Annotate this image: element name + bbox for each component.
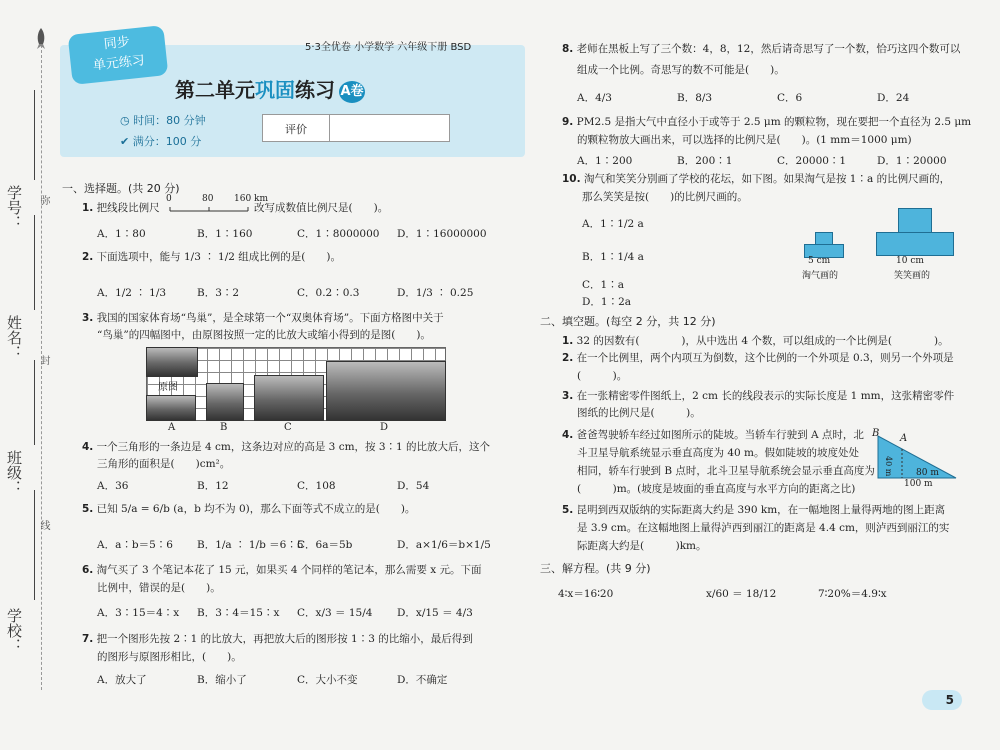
f4-line-1: 爸爸驾驶轿车经过如图所示的陡坡。当轿车行驶到 A 点时，北	[576, 429, 864, 441]
f3-line-1: 在一张精密零件图纸上，2 cm 长的线段表示的实际长度是 1 mm，这张精密零件	[576, 390, 955, 402]
time-text: 时间：80 分钟	[133, 114, 206, 127]
blank-school	[34, 490, 35, 600]
eval-label: 评价	[285, 123, 307, 136]
f5-line-2: 是 3.9 cm。在这幅地图上量得泸西到丽江的距离是 4.4 cm，则泸西到丽江的实	[577, 522, 950, 534]
q9-option-a[interactable]: A．1∶200	[577, 155, 633, 167]
q7-option-c[interactable]: C．大小不变	[297, 674, 358, 686]
fill-5	[562, 503, 945, 517]
q2-option-c[interactable]: C．0.2∶0.3	[297, 287, 360, 299]
clock-icon: ◷	[120, 114, 134, 127]
title-part-2: 练习	[295, 78, 335, 102]
scale-80: 80	[202, 194, 214, 204]
badge-line-2: 单元练习	[92, 53, 146, 74]
q10-line-1: 淘气和笑笑分别画了学校的花坛，如下图。如果淘气是按 1∶a 的比例尺画的，	[583, 173, 951, 185]
section-fill-score: (每空 2 分，共 12 分)	[606, 315, 716, 328]
section-equation-title: 三、解方程。(共 9 分)	[540, 562, 651, 575]
photo-c-label: C	[284, 422, 292, 433]
f4-line-2: 斗卫星导航系统显示垂直高度为 40 m。假如陡坡的坡度处处	[577, 447, 859, 459]
q2-option-a[interactable]: A．1/2 ∶ 1/3	[97, 287, 167, 299]
q8-option-d[interactable]: D．24	[877, 92, 910, 104]
q10-option-c[interactable]: C．1∶a	[582, 279, 624, 291]
fill-1	[562, 334, 949, 348]
q9-option-d[interactable]: D．1∶20000	[877, 155, 947, 167]
f1-number: 1.	[562, 335, 574, 347]
q10-number: 10.	[562, 173, 581, 185]
q6-number: 6.	[82, 564, 94, 576]
title-highlight: 巩固	[255, 78, 295, 102]
question-9	[562, 115, 971, 129]
q1-text-a: 把线段比例尺	[96, 202, 160, 214]
section-choice-title: 一、选择题。(共 20 分)	[62, 182, 180, 195]
q1-option-b[interactable]: B．1∶160	[197, 228, 253, 240]
slope-diagram	[872, 428, 960, 490]
q10-option-a[interactable]: A．1∶1/2 a	[582, 218, 644, 230]
q8-line-1: 老师在黑板上写了三个数：4，8，12，然后请奇思写了一个数，恰巧这四个数可以	[576, 43, 961, 55]
f1-text: 32 的因数有( )，从中选出 4 个数，可以组成的一个比例是( )。	[576, 335, 949, 347]
q9-option-b[interactable]: B．200∶1	[677, 155, 733, 167]
question-8	[562, 42, 960, 56]
q9-line-2: 的颗粒物放大画出来，可以选择的比例尺是( )。(1 mm＝1000 μm)	[577, 134, 912, 146]
question-3	[82, 311, 444, 325]
series-info: 5·3全优卷 小学数学 六年级下册 BSD	[305, 42, 472, 53]
q4-option-b[interactable]: B．12	[197, 480, 229, 492]
q5-text: 已知 5/a = 6/b (a，b 均不为 0)，那么下面等式不成立的是( )。	[96, 503, 416, 515]
page-number: 5	[922, 690, 962, 710]
photo-b	[206, 383, 244, 421]
scale-bar	[166, 194, 269, 216]
q7-line-2: 的图形与原图形相比，( )。	[97, 651, 242, 663]
q8-option-a[interactable]: A．4/3	[577, 92, 612, 104]
q6-option-b[interactable]: B．3∶4＝15∶x	[197, 607, 280, 619]
label-student-id: 学号：	[5, 185, 23, 230]
evaluation-box[interactable]	[262, 114, 450, 142]
cut-mark-3: 线	[38, 520, 49, 530]
title-tag: A卷	[339, 81, 365, 103]
slope-horizontal-1: 80 m	[916, 468, 939, 478]
q5-option-c[interactable]: C．6a＝5b	[297, 539, 353, 551]
q2-option-b[interactable]: B．3∶2	[197, 287, 240, 299]
q1-number: 1.	[82, 202, 94, 214]
slope-point-b: B	[872, 428, 880, 439]
q2-text: 下面选项中，能与 1/3 ∶ 1/2 组成比例的是( )。	[96, 251, 341, 263]
label-school: 学校：	[5, 608, 23, 653]
blank-student-id	[34, 90, 35, 180]
photo-original	[146, 347, 198, 377]
rocket-icon	[34, 28, 48, 50]
question-7	[82, 632, 473, 646]
photo-c	[254, 375, 324, 421]
question-5	[82, 502, 415, 516]
equation-3: 7∶20%＝4.9∶x	[818, 588, 887, 600]
q8-line-2: 组成一个比例。奇思写的数不可能是( )。	[577, 64, 785, 76]
q4-option-a[interactable]: A．36	[97, 480, 129, 492]
q4-number: 4.	[82, 441, 94, 453]
equation-2: x/60 ＝ 18/12	[706, 588, 777, 600]
score-info	[120, 133, 201, 149]
question-6	[82, 563, 481, 577]
q5-option-a[interactable]: A．a∶b＝5∶6	[97, 539, 173, 551]
slope-point-a: A	[900, 433, 908, 444]
q5-number: 5.	[82, 503, 94, 515]
f2-line-1: 在一个比例里，两个内项互为倒数，这个比例的一个外项是 0.3，则另一个外项是	[576, 352, 954, 364]
photo-a-label: A	[168, 422, 176, 433]
q6-line-2: 比例中，错误的是( )。	[97, 582, 221, 594]
f4-line-4: ( )m。(坡度是坡面的垂直高度与水平方向的距离之比)	[577, 483, 856, 495]
q1-text-b: 改写成数值比例尺是( )。	[254, 202, 389, 214]
q6-line-1: 淘气买了 3 个笔记本花了 15 元，如果买 4 个同样的笔记本，那么需要 x 元。下面	[96, 564, 482, 576]
unit-badge	[68, 25, 169, 85]
flowerbed-large-width: 10 cm	[896, 256, 924, 266]
slope-horizontal-2: 100 m	[904, 479, 933, 489]
scale-0: 0	[166, 194, 172, 204]
score-text: 满分：100 分	[132, 135, 202, 148]
time-info	[120, 112, 206, 128]
q2-number: 2.	[82, 251, 94, 263]
section-fill-title	[540, 313, 716, 329]
f3-number: 3.	[562, 390, 574, 402]
q6-option-a[interactable]: A．3∶15＝4∶x	[97, 607, 180, 619]
f2-line-2: ( )。	[577, 370, 628, 382]
q1-option-d[interactable]: D．1∶16000000	[397, 228, 487, 240]
f4-line-3: 相同，轿车行驶到 B 点时，北斗卫星导航系统会显示垂直高度为	[577, 465, 875, 477]
fill-3	[562, 389, 954, 403]
page-title	[175, 74, 365, 103]
photo-d	[326, 361, 446, 421]
check-icon: ✔	[120, 135, 133, 148]
q9-number: 9.	[562, 116, 574, 128]
q9-line-1: PM2.5 是指大气中直径小于或等于 2.5 μm 的颗粒物，现在要把一个直径为 2.5 μm	[576, 116, 972, 128]
section-fill-label: 二、填空题。	[540, 315, 606, 328]
photo-b-label: B	[220, 422, 228, 433]
q7-number: 7.	[82, 633, 94, 645]
title-part-1: 第二单元	[175, 78, 255, 102]
cut-line	[41, 40, 42, 690]
fill-4	[562, 428, 864, 442]
q3-number: 3.	[82, 312, 94, 324]
q3-line-2: “鸟巢”的四幅图中，由原图按照一定的比放大或缩小得到的是图( )。	[97, 329, 431, 341]
q2-option-d[interactable]: D．1/3 ∶ 0.25	[397, 287, 474, 299]
slope-height: 40 m	[884, 456, 893, 477]
flowerbed-large-base	[876, 232, 954, 256]
blank-class	[34, 360, 35, 445]
f5-line-3: 际距离大约是( )km。	[577, 540, 707, 552]
q7-option-a[interactable]: A．放大了	[97, 674, 147, 686]
q10-option-b[interactable]: B．1∶1/4 a	[582, 251, 644, 263]
q4-line-1: 一个三角形的一条边是 4 cm，这条边对应的高是 3 cm，按 3∶1 的比放大后，这个	[96, 441, 491, 453]
fill-2	[562, 351, 954, 365]
f3-line-2: 图纸的比例尺是( )。	[577, 407, 701, 419]
q9-option-c[interactable]: C．20000∶1	[777, 155, 847, 167]
photo-original-label: 原图	[158, 382, 178, 393]
q6-option-d[interactable]: D．x/15 ＝ 4/3	[397, 607, 473, 619]
q8-option-c[interactable]: C．6	[777, 92, 803, 104]
scale-160: 160 km	[234, 194, 269, 204]
label-name: 姓名：	[5, 315, 23, 360]
q8-option-b[interactable]: B．8/3	[677, 92, 713, 104]
f5-number: 5.	[562, 504, 574, 516]
question-4	[82, 440, 490, 454]
blank-name	[34, 215, 35, 310]
q5-option-b[interactable]: B．1/a ∶ 1/b ＝6∶5	[197, 539, 304, 551]
q3-line-1: 我国的国家体育场“鸟巢”，是全球第一个“双奥体育场”。下面方格图中关于	[96, 312, 444, 324]
q4-option-d[interactable]: D．54	[397, 480, 430, 492]
q10-line-2: 那么笑笑是按( )的比例尺画的。	[582, 191, 748, 203]
flowerbed-small-caption: 淘气画的	[802, 271, 839, 281]
cut-mark-1: 弥	[38, 195, 49, 205]
q7-line-1: 把一个图形先按 2∶1 的比放大，再把放大后的图形按 1∶3 的比缩小，最后得到	[96, 633, 473, 645]
badge-line-1: 同步	[103, 34, 131, 53]
photo-d-label: D	[380, 422, 389, 433]
flowerbed-large-top	[898, 208, 932, 234]
f4-number: 4.	[562, 429, 574, 441]
flowerbed-small-width: 5 cm	[808, 256, 831, 266]
label-class: 班级：	[5, 450, 23, 495]
q5-option-d[interactable]: D．a×1/6＝b×1/5	[397, 539, 491, 551]
equation-1: 4∶x＝16∶20	[558, 588, 614, 600]
q10-option-d[interactable]: D．1∶2a	[582, 296, 632, 308]
q1-option-c[interactable]: C．1∶8000000	[297, 228, 380, 240]
q8-number: 8.	[562, 43, 574, 55]
q6-option-c[interactable]: C．x/3 ＝ 15/4	[297, 607, 373, 619]
question-1	[82, 201, 160, 215]
f2-number: 2.	[562, 352, 574, 364]
photo-a	[146, 395, 196, 421]
cut-mark-2: 封	[38, 355, 49, 365]
q1-option-a[interactable]: A．1∶80	[97, 228, 146, 240]
f5-line-1: 昆明到西双版纳的实际距离大约是 390 km，在一幅地图上量得两地的图上距离	[576, 504, 946, 516]
q7-option-d[interactable]: D．不确定	[397, 674, 448, 686]
flowerbed-large-caption: 笑笑画的	[894, 271, 931, 281]
question-10	[562, 172, 950, 186]
q4-option-c[interactable]: C．108	[297, 480, 336, 492]
q7-option-b[interactable]: B．缩小了	[197, 674, 247, 686]
question-2	[82, 250, 341, 264]
q4-line-2: 三角形的面积是( )cm²。	[97, 458, 231, 470]
